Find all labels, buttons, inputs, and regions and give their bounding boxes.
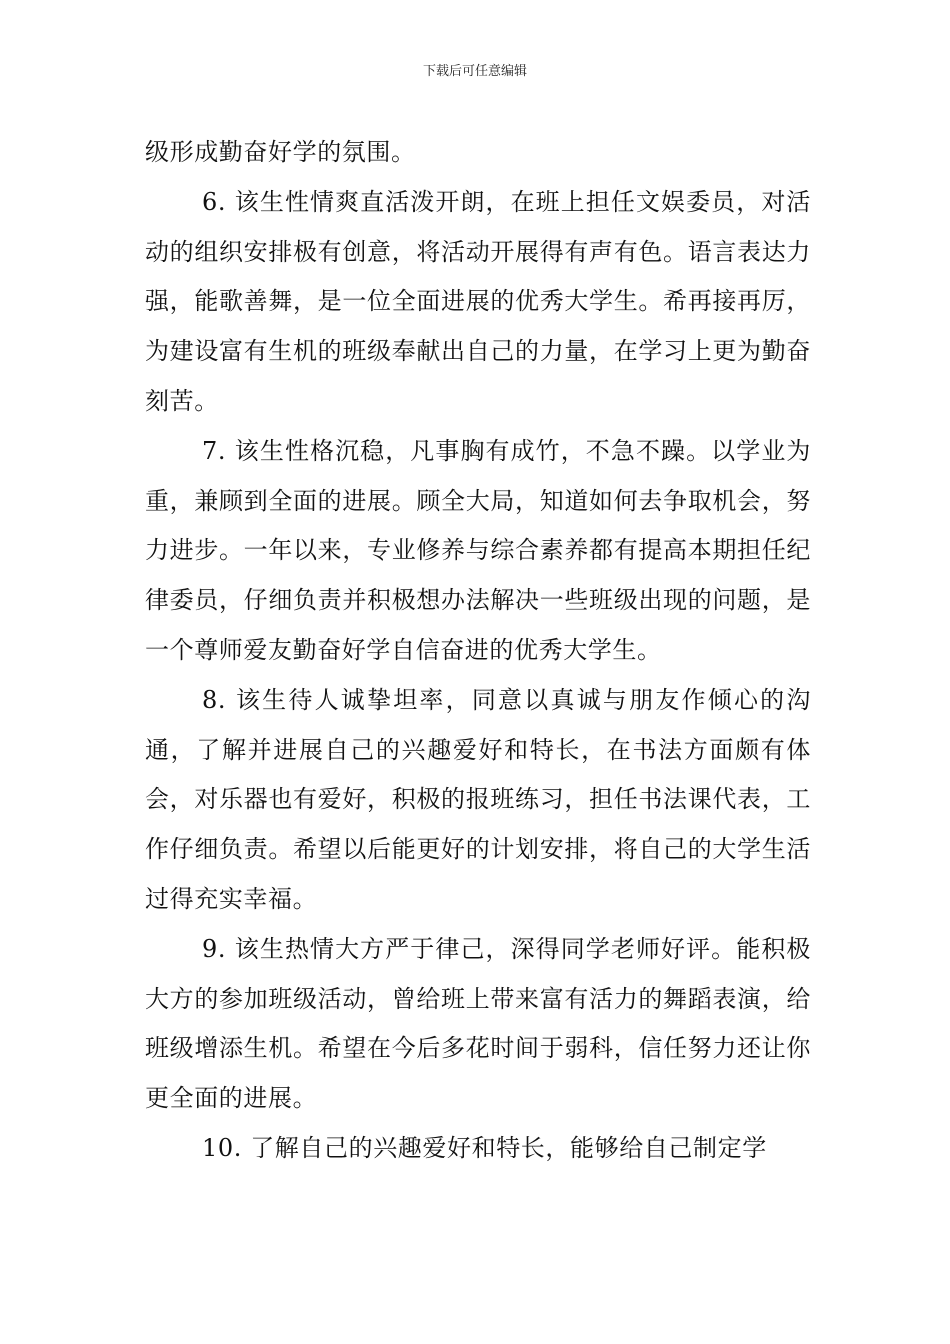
paragraph-item-9: 9. 该生热情大方严于律己，深得同学老师好评。能积极大方的参加班级活动，曾给班上带来富有活力的舞蹈表演，给班级增添生机。希望在今后多花时间于弱科，信任努力还让你更全面的进展。	[145, 934, 811, 1113]
page-header: 下载后可任意编辑	[422, 64, 527, 79]
document-body	[145, 128, 811, 1174]
paragraph-item-6: 6. 该生性情爽直活泼开朗，在班上担任文娱委员，对活动的组织安排极有创意，将活动开展得有声有色。语言表达力强，能歌善舞，是一位全面进展的优秀大学生。希再接再厉，为建设富有生机的班级奉献出自己的力量，在学习上更为勤奋刻苦。	[145, 187, 811, 415]
paragraph-item-8: 8. 该生待人诚挚坦率，同意以真诚与朋友作倾心的沟通，了解并进展自己的兴趣爱好和特长，在书法方面颇有体会，对乐器也有爱好，积极的报班练习，担任书法课代表，工作仔细负责。希望以后能更好的计划安排，将自己的大学生活过得充实幸福。	[145, 685, 811, 913]
paragraph-continuation: 级形成勤奋好学的氛围。	[145, 138, 416, 166]
paragraph-item-10: 10. 了解自己的兴趣爱好和特长，能够给自己制定学	[202, 1133, 767, 1162]
paragraph-item-7: 7. 该生性格沉稳，凡事胸有成竹，不急不躁。以学业为重，兼顾到全面的进展。顾全大局，知道如何去争取机会，努力进步。一年以来，专业修养与综合素养都有提高本期担任纪律委员，仔细负责并积极想办法解决一些班级出现的问题，是一个尊师爱友勤奋好学自信奋进的优秀大学生。	[145, 436, 811, 664]
